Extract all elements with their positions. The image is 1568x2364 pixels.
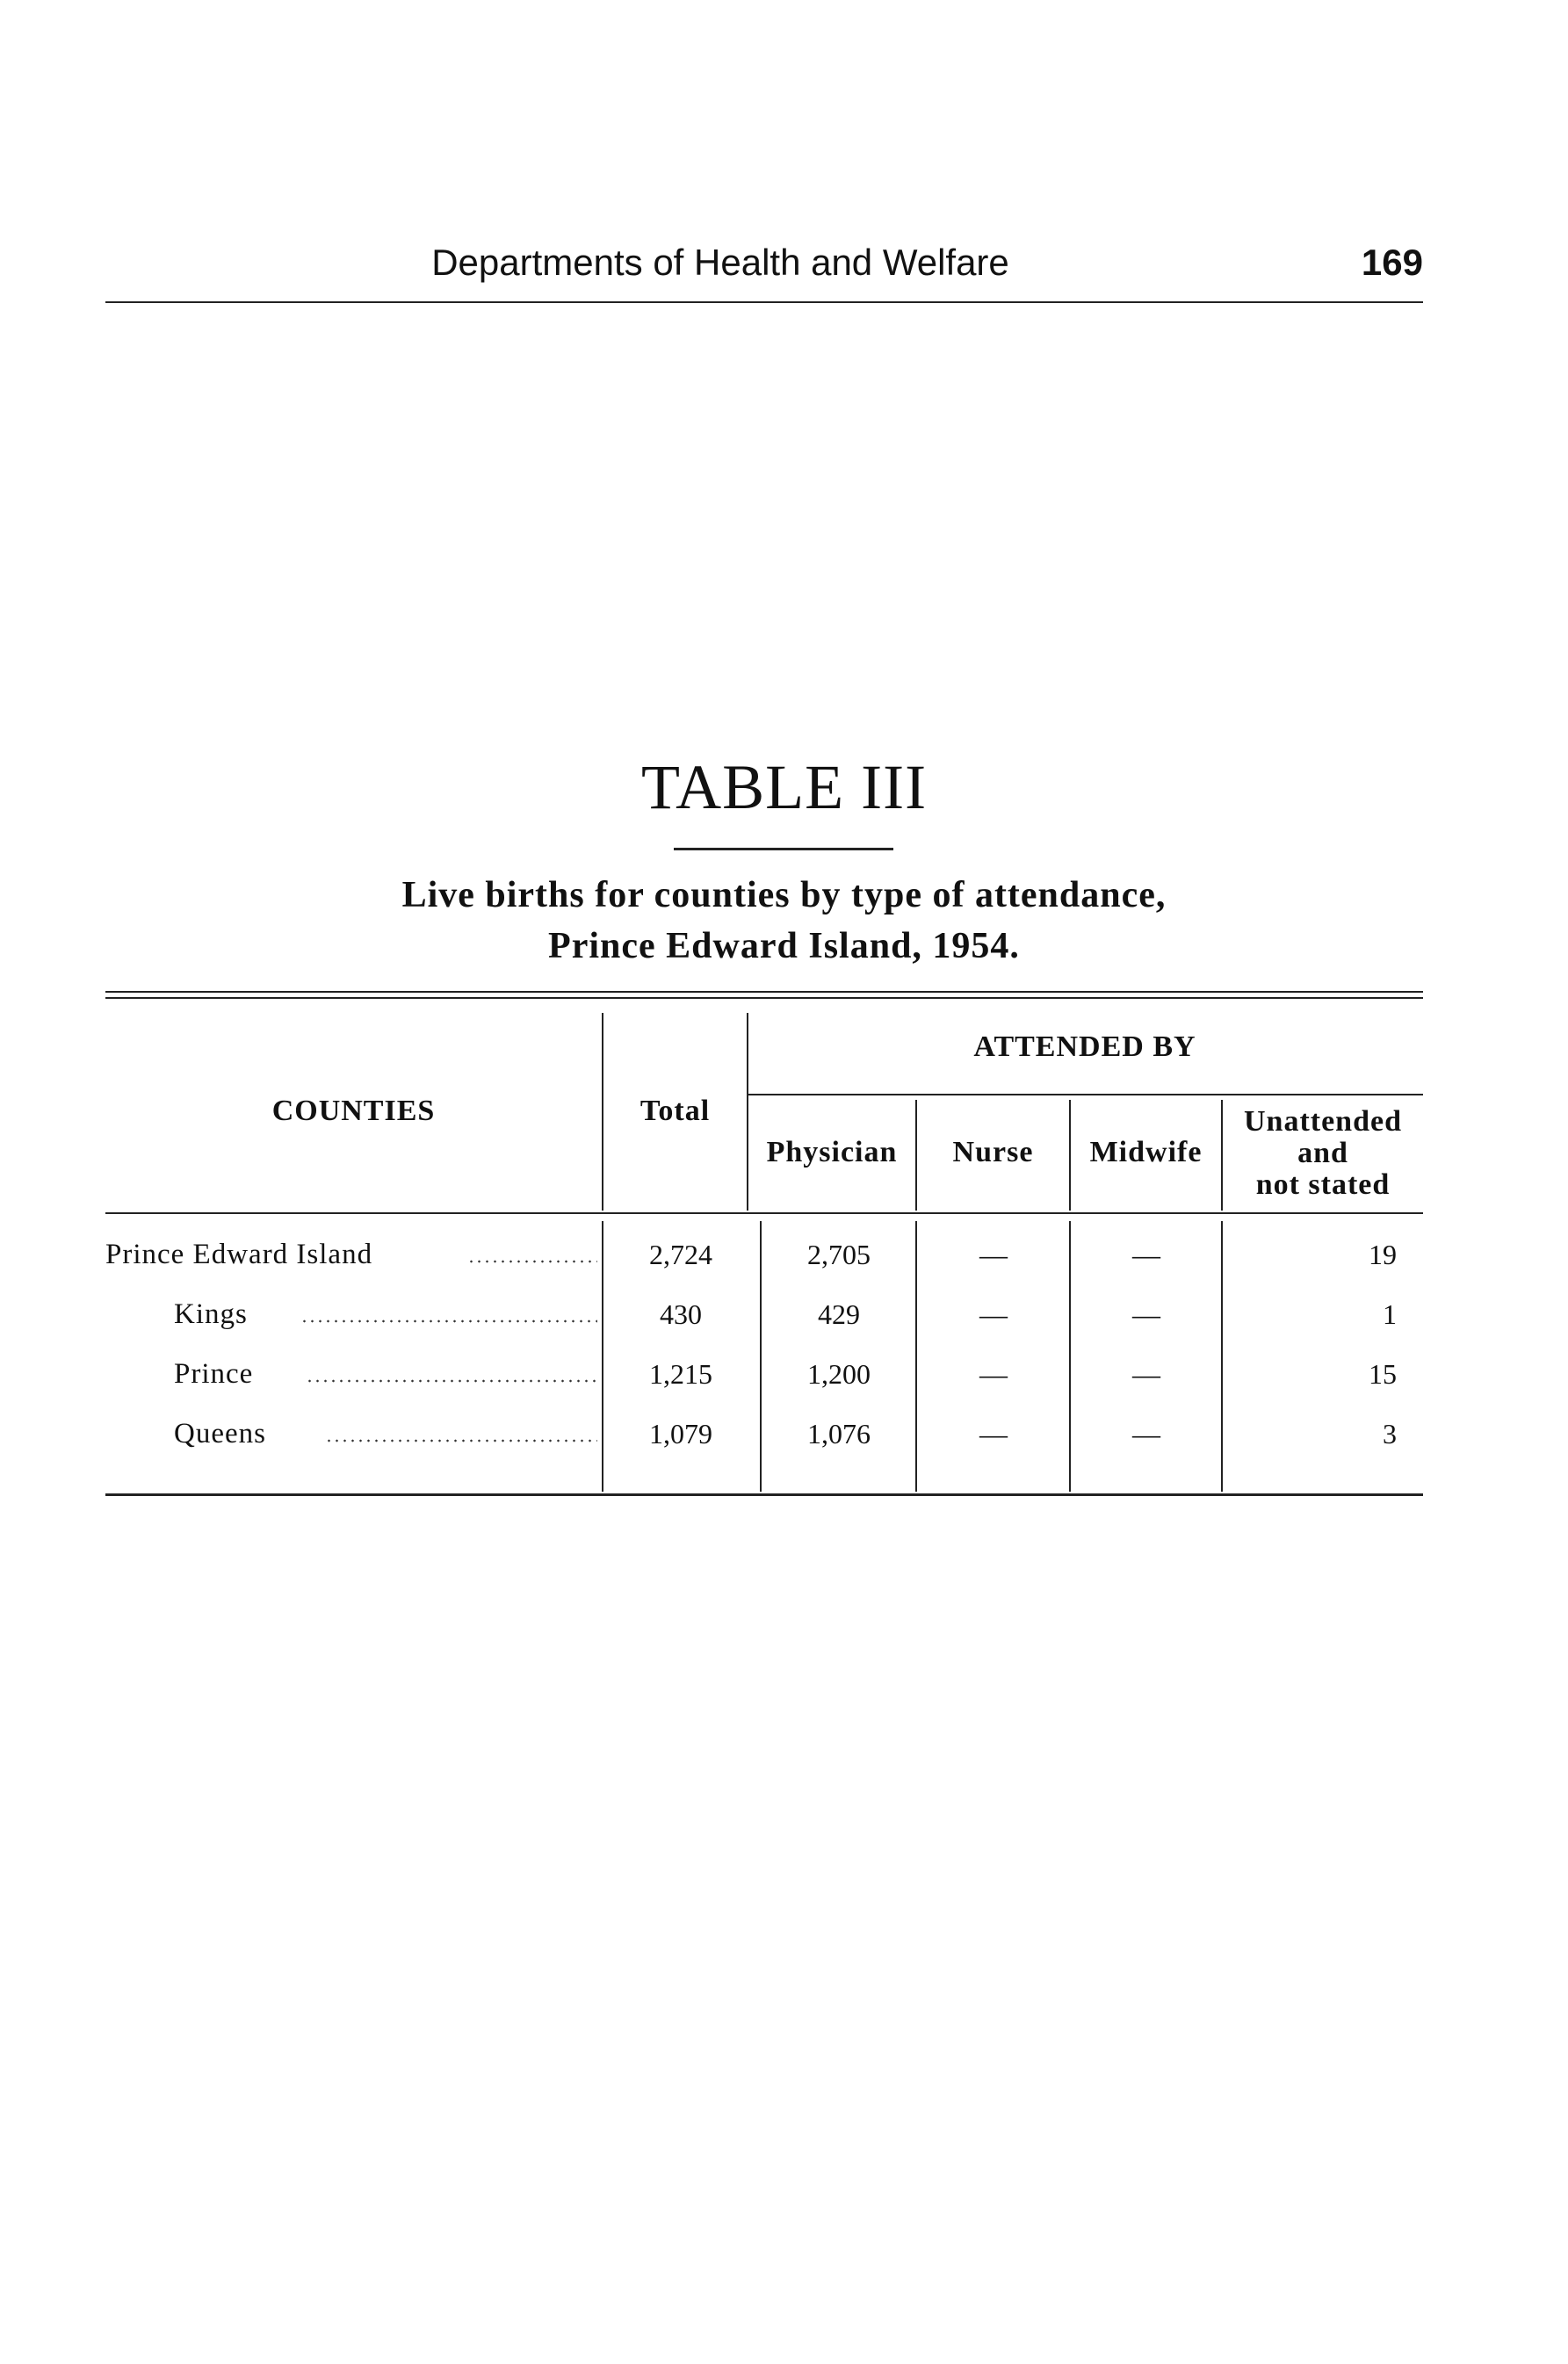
midwife-cell: — [1132,1358,1160,1390]
nurse-cell: — [979,1239,1008,1270]
attended-by-rule [747,1094,1423,1095]
dot-leader [300,1319,597,1323]
caption-line-1: Live births for counties by type of attendance, [401,875,1167,915]
col-header-nurse: Nurse [952,1136,1034,1168]
col-header-unattended-line-2: and [1297,1137,1348,1169]
body-divider-counties [602,1221,603,1492]
table-caption [0,870,1568,972]
col-header-physician: Physician [766,1136,898,1168]
table-row [105,1239,602,1274]
body-divider-physician [915,1221,917,1492]
physician-cell: 2,705 [807,1239,871,1270]
table-top-rule [105,991,1423,993]
dot-leader [467,1260,597,1263]
table-row [105,1418,602,1453]
midwife-cell: — [1132,1418,1160,1449]
col-header-unattended-line-1: Unattended [1243,1105,1403,1138]
col-header-total: Total [639,1095,711,1127]
table-row [105,1358,602,1393]
col-header-midwife: Midwife [1089,1136,1203,1168]
nurse-cell: — [979,1298,1008,1330]
county-name: Queens [174,1418,266,1449]
caption-line-2: Prince Edward Island, 1954. [548,926,1020,966]
total-cell: 2,724 [649,1239,712,1270]
dot-leader [325,1439,597,1442]
header-rule [105,301,1423,303]
county-name: Kings [174,1298,248,1330]
body-divider-nurse [1069,1221,1071,1492]
page-number: 169 [1361,242,1423,283]
nurse-cell: — [979,1358,1008,1390]
table-title: TABLE III [640,752,928,822]
running-head [105,242,1423,294]
unattended-cell: 19 [1369,1239,1397,1270]
total-cell: 1,215 [649,1358,712,1390]
midwife-cell: — [1132,1239,1160,1270]
data-table [105,991,1423,1502]
unattended-cell: 3 [1383,1418,1397,1449]
running-title: Departments of Health and Welfare [431,242,1009,283]
title-rule [674,848,893,850]
nurse-cell: — [979,1418,1008,1449]
col-header-attended-by: ATTENDED BY [973,1030,1196,1063]
physician-cell: 1,076 [807,1418,871,1449]
county-name: Prince [174,1358,254,1390]
col-header-unattended [1223,1106,1423,1201]
col-header-counties: COUNTIES [271,1095,436,1127]
total-cell: 1,079 [649,1418,712,1449]
unattended-cell: 15 [1369,1358,1397,1390]
table-bottom-rule [105,1493,1423,1496]
body-divider-midwife [1221,1221,1223,1492]
physician-cell: 1,200 [807,1358,871,1390]
unattended-cell: 1 [1383,1298,1397,1330]
county-name: Prince Edward Island [105,1239,373,1270]
header-bottom-rule [105,1212,1423,1214]
dot-leader [306,1379,597,1383]
midwife-cell: — [1132,1298,1160,1330]
body-divider-total [760,1221,762,1492]
table-row [105,1298,602,1334]
total-cell: 430 [660,1298,702,1330]
table-top-rule-second [105,997,1423,999]
col-header-unattended-line-3: not stated [1255,1168,1391,1201]
physician-cell: 429 [818,1298,860,1330]
